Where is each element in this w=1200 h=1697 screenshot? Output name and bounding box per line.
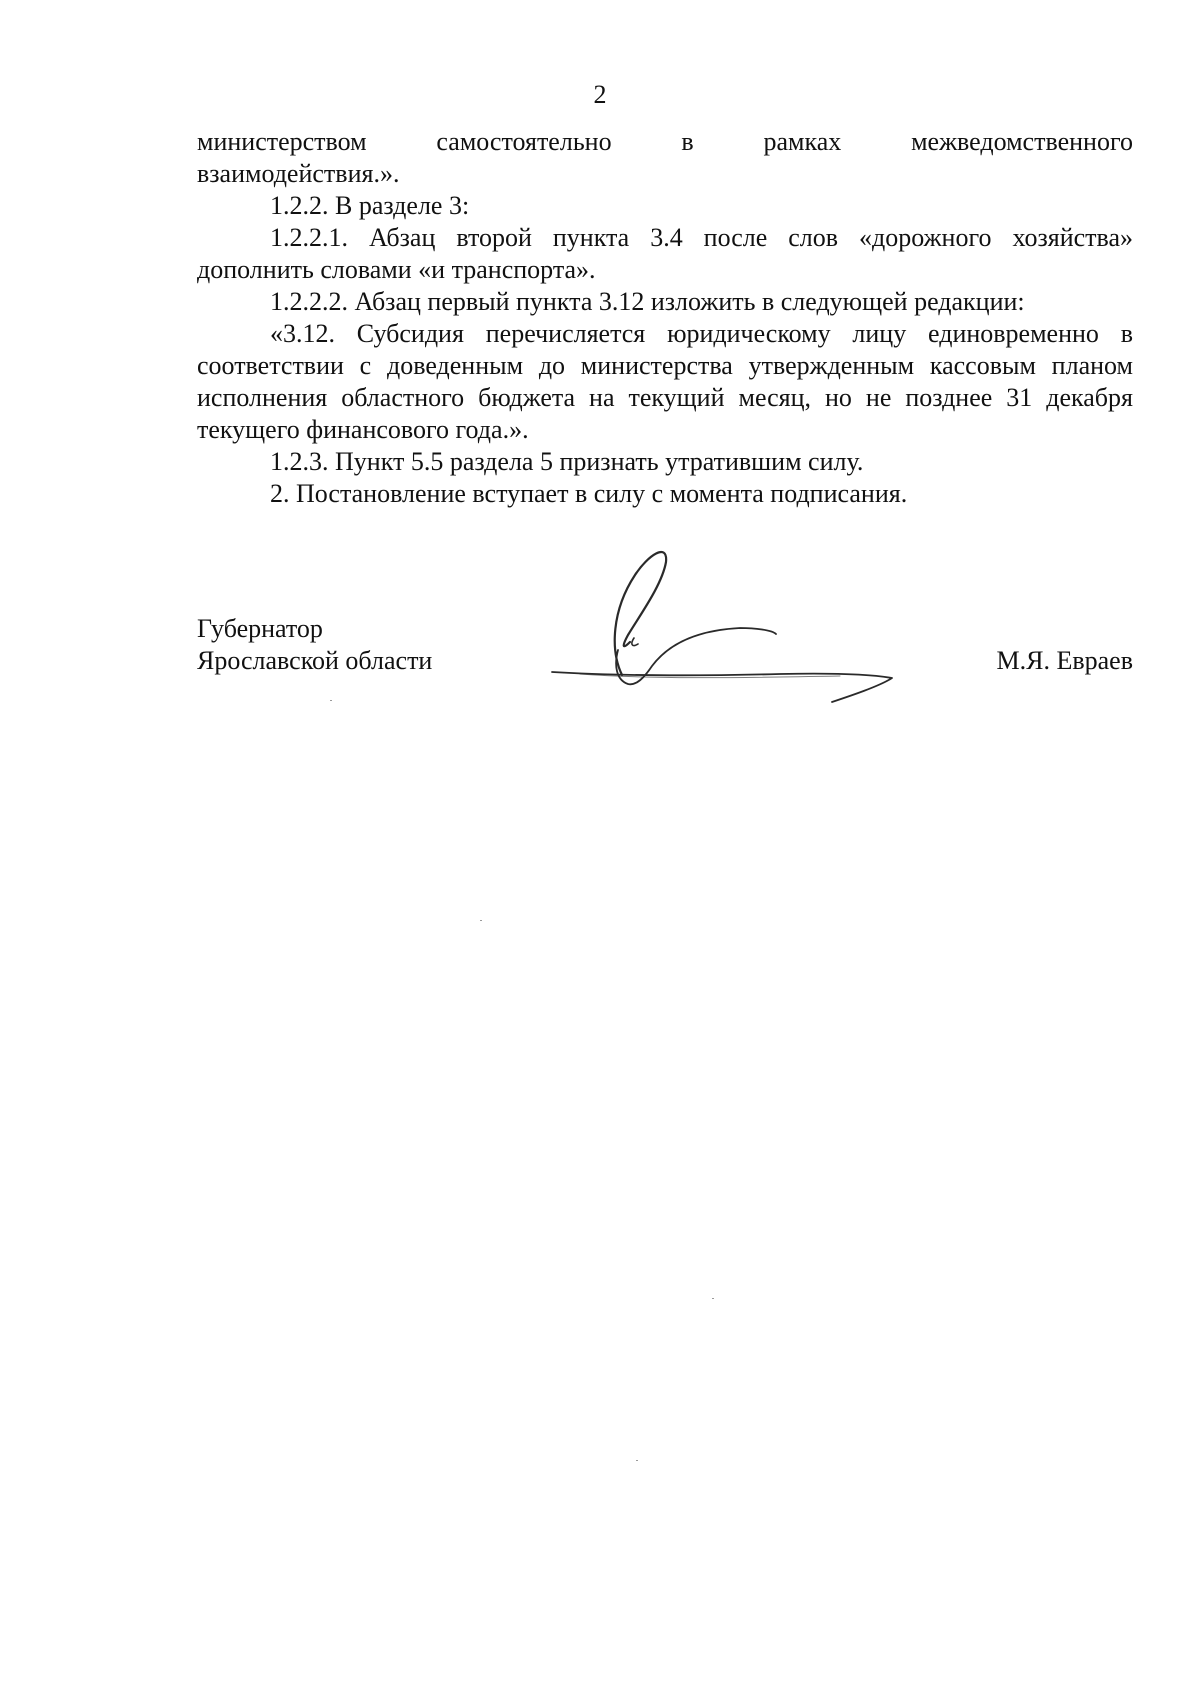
signatory-title-line1: Губернатор bbox=[197, 614, 323, 643]
paragraph-1-2-2: 1.2.2. В разделе 3: bbox=[270, 191, 470, 220]
handwritten-signature bbox=[540, 540, 920, 710]
paragraph-1-2-3: 1.2.3. Пункт 5.5 раздела 5 признать утратившим силу. bbox=[270, 447, 864, 476]
paragraph-3-12-quote: «3.12. Субсидия перечисляется юридическому лицу единовременно в соответствии с доведенным до министерства утвержденным кассовым планом исполнения областного бюджета на текущий месяц, но не позднее 31 декабря текущего финансового года.». bbox=[197, 319, 1133, 444]
scan-speck bbox=[712, 1298, 714, 1299]
scan-speck bbox=[636, 1460, 638, 1461]
continuation-word: рамках bbox=[763, 127, 842, 156]
continuation-line bbox=[197, 126, 1133, 158]
scan-speck bbox=[480, 920, 482, 921]
paragraph-2: 2. Постановление вступает в силу с момента подписания. bbox=[270, 479, 908, 508]
paragraph-1-2-2-1: 1.2.2.1. Абзац второй пункта 3.4 после слов «дорожного хозяйства» дополнить словами «и транспорта». bbox=[197, 223, 1133, 284]
page-number: 2 bbox=[593, 80, 607, 109]
signatory-name: М.Я. Евраев bbox=[996, 646, 1133, 675]
signatory-title-line2: Ярославской области bbox=[197, 646, 433, 675]
continuation-word: в bbox=[681, 127, 694, 156]
scan-speck bbox=[330, 700, 332, 701]
signatory-title bbox=[197, 613, 432, 677]
continuation-word: межведомственного bbox=[911, 127, 1133, 156]
continuation-tail: взаимодействия.». bbox=[197, 159, 400, 188]
document-body bbox=[197, 126, 1133, 510]
continuation-word: министерством bbox=[197, 127, 367, 156]
paragraph-1-2-2-2: 1.2.2.2. Абзац первый пункта 3.12 изложить в следующей редакции: bbox=[270, 287, 1025, 316]
continuation-word: самостоятельно bbox=[436, 127, 612, 156]
